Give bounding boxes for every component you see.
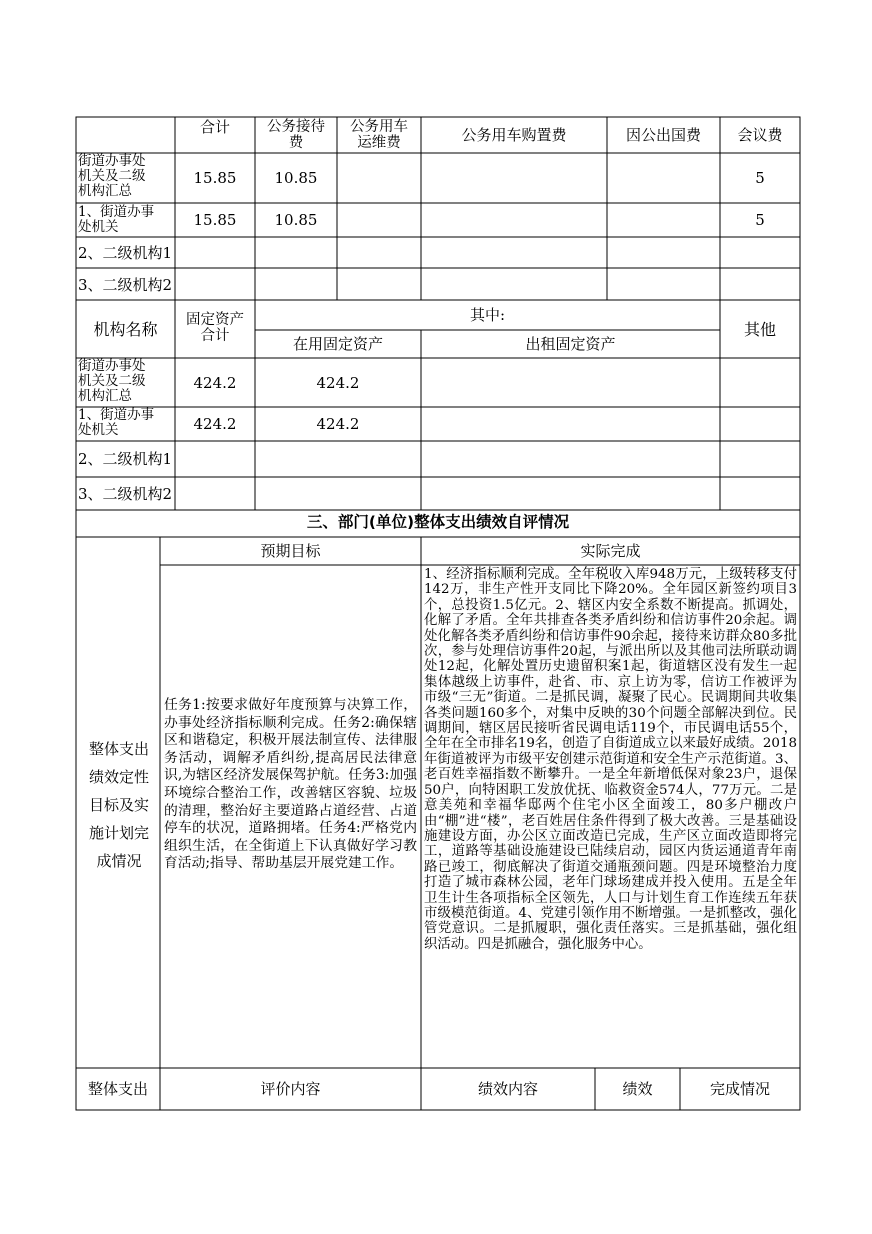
header-in-use-assets: 在用固定资产: [292, 335, 383, 353]
row-name: 1、街道办事 处机关: [78, 204, 155, 235]
header-org-name: 机构名称: [93, 320, 158, 339]
row-name: 2、二级机构1: [78, 450, 173, 468]
cell-meeting: 5: [755, 169, 765, 187]
header-abroad-fee: 因公出国费: [625, 126, 701, 144]
header-fixed-assets-total: 固定资产 合计: [186, 312, 244, 344]
performance-goal-label: 整体支出绩效定性目标及实施计划完成情况: [88, 740, 149, 870]
header-completion-status: 完成情况: [709, 1080, 770, 1098]
header-total: 合计: [199, 118, 230, 136]
cell-reception: 10.85: [274, 169, 318, 187]
cell-in-use: 424.2: [316, 374, 360, 392]
header-performance: 绩效: [622, 1080, 653, 1098]
cell-total: 15.85: [193, 169, 237, 187]
section-title: 三、部门(单位)整体支出绩效自评情况: [306, 513, 570, 531]
row-name: 1、街道办事 处机关: [78, 407, 155, 438]
cell-fixed-total: 424.2: [193, 415, 237, 433]
header-vehicle-maintenance-fee: 公务用车 运维费: [350, 119, 408, 151]
row-name: 3、二级机构2: [78, 485, 173, 503]
header-vehicle-purchase-fee: 公务用车购置费: [461, 126, 567, 144]
header-among: 其中:: [469, 306, 506, 324]
header-performance-content: 绩效内容: [477, 1080, 538, 1098]
header-evaluation-content: 评价内容: [260, 1080, 321, 1098]
cell-fixed-total: 424.2: [193, 374, 237, 392]
cell-total: 15.85: [193, 211, 237, 229]
header-other: 其他: [743, 320, 776, 339]
header-actual-completion: 实际完成: [580, 542, 641, 560]
header-meeting-fee: 会议费: [737, 126, 783, 144]
cell-in-use: 424.2: [316, 415, 360, 433]
header-expected-goal: 预期目标: [260, 542, 321, 560]
overall-expenditure-label: 整体支出: [87, 1080, 148, 1098]
cell-reception: 10.85: [274, 211, 318, 229]
row-name: 街道办事处 机关及二级 机构汇总: [78, 358, 146, 404]
row-name: 街道办事处 机关及二级 机构汇总: [78, 153, 146, 199]
actual-completion-text: 1、经济指标顺利完成。全年税收入库948万元，上级转移支付142万，非生产性开支同比下降20%。全年园区新签约项目3个，总投资1.5亿元。2、辖区内安全系数不断提高。抓调处，化解了矛盾。全年共排查各类矛盾纠纷和信访事件20余起。调处化解各类矛盾纠纷和信访事件90余起，接待来访群众80多批次，参与处理信访事件20起，与派出所以及其他司法所联动调处12起，化解处置历史遗留积案1起，街道辖区没有发生一起集体越级上访事件，赴省、市、京上访为零，信访工作被评为市级“三无”街道。二是抓民调，凝聚了民心。民调期间共收集各类问题160多个，对集中反映的30个问题全部解决到位。民调期间，辖区居民接听省民调电话119个，市民调电话55个，全年在全市排名19名，创造了自街道成立以来最好成绩。2018年街道被评为市级平安创建示范街道和安全生产示范街道。3、老百姓幸福指数不断攀升。一是全年新增低保对象23户，退保50户，向特困职工发放优抚、临救资金574人，77万元。二是意美苑和幸福华邸两个住宅小区全面竣工，80多户棚改户由“棚”进“楼”，老百姓居住条件得到了极大改善。三是基础设施建设方面，办公区立面改造已完成，生产区立面改造即将完工，道路等基础设施建设已陆续启动，园区内货运通道青年南路已竣工，彻底解决了街道交通瓶颈问题。四是环境整治力度打造了城市森林公园，老年门球场建成并投入使用。五是全年卫生计生各项指标全区领先，人口与计划生育工作连续五年获市级模范街道。4、党建引领作用不断增强。一是抓整改，强化管党意识。二是抓履职，强化责任落实。三是抓基础，强化组织活动。四是抓融合，强化服务中心。: [424, 567, 797, 952]
cell-meeting: 5: [755, 211, 765, 229]
row-name: 3、二级机构2: [78, 276, 173, 294]
header-reception-fee: 公务接待 费: [267, 119, 325, 151]
header-rented-assets: 出租固定资产: [525, 335, 616, 353]
row-name: 2、二级机构1: [78, 244, 173, 262]
expected-goal-text: 任务1:按要求做好年度预算与决算工作，办事处经济指标顺利完成。任务2:确保辖区和谐稳定，积极开展法制宣传、法律服务活动，调解矛盾纠纷,提高居民法律意识,为辖区经济发展保驾护航。任务3:加强环境综合整治工作，改善辖区容貌、垃圾的清理，整治好主要道路占道经营、占道停车的状况，道路拥堵。任务4:严格党内组织生活，在全街道上下认真做好学习教育活动;指导、帮助基层开展党建工作。: [164, 697, 417, 872]
